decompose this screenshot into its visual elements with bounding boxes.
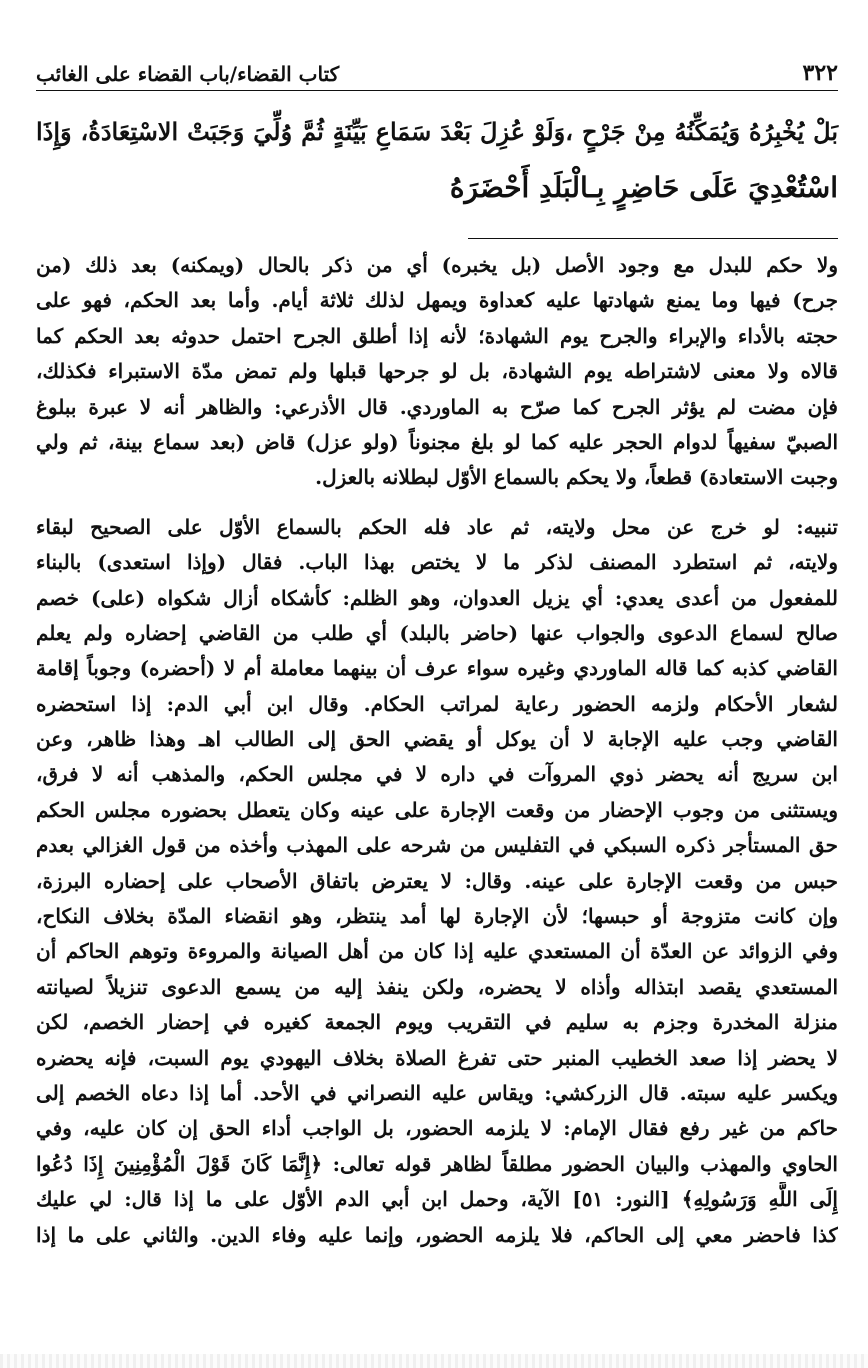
text-line: حبس من وقعت الإجارة على عينه. وقال: لا يعترض باتفاق الأصحاب على إحضاره البرزة، bbox=[36, 868, 838, 893]
text-line: القاضي كذبه كما قاله الماوردي وغيره سواء عرف أن بينهما معاملة أم لا (أحضره) وجوباً إقامة bbox=[36, 656, 838, 681]
text-line: كذا فاحضر معي إلى الحاكم، فلا يلزمه الحضور، وإنما عليه وفاء الدين. والثاني على ما إذا bbox=[36, 1222, 838, 1247]
footnote-separator bbox=[468, 238, 838, 239]
text-line: لشعار الأحكام ولزمه الحضور رعاية لمراتب الحكام. وقال ابن أبي الدم: إذا استحضره bbox=[36, 691, 838, 716]
text-line: جرح) فيها وما يمنع شهادتها عليه كعداوة ويمهل لذلك ثلاثة أيام. وأما بعد الحكم، فهو على bbox=[36, 288, 838, 313]
text-line: القاضي وجب عليه الإجابة لا أن يوكل أو يقضي الحق إلى الطالب اهـ وهذا ظاهر، وعن bbox=[36, 727, 838, 752]
text-line: وفي الزوائد عن العدّة أن المستعدي عليه إذا كان من أهل الصيانة والمروءة وتوهم الحاكم أن bbox=[36, 939, 838, 964]
text-line: قالاه ولا معنى لاشتراطه يوم الشهادة، بل لو جرحها قبلها ولم تمض مدّة الاستبراء فكذلك، bbox=[36, 359, 838, 384]
text-line: منزلة المخدرة وجزم به سليم في التقريب ويوم الجمعة كغيره في إحضار الخصم، لكن bbox=[36, 1010, 838, 1035]
header-rule bbox=[36, 90, 838, 91]
text-line: الحاوي والمهذب والبيان الحضور مطلقاً لظاهر قوله تعالى: ﴿إِنَّمَا كَانَ قَوْلَ الْمُؤْمِنِينَ إِذَا دُعُوا bbox=[36, 1151, 838, 1176]
text-line: وجبت الاستعادة) قطعاً، ولا يحكم بالسماع الأوّل لبطلانه بالعزل. bbox=[315, 465, 838, 490]
scan-edge bbox=[0, 1354, 868, 1368]
text-line: الصبيّ سفيهاً لدوام الحجر عليه كما لو بلغ مجنوناً (ولو عزل) قاض (بعد سماع بينة، ثم ولي bbox=[36, 429, 838, 454]
text-line: صالح لسماع الدعوى والجواب عنها (حاضر بالبلد) أي طلب من القاضي إحضاره ولم يعلم bbox=[36, 620, 838, 645]
text-line: حجته بالأداء والإبراء والجرح يوم الشهادة؛ لأنه إذا أطلق الجرح احتمل حدوثه بعد الحكم كما bbox=[36, 323, 838, 348]
running-header bbox=[36, 58, 838, 88]
commentary-paragraph-1 bbox=[36, 248, 838, 496]
running-title: كتاب القضاء/باب القضاء على الغائب bbox=[36, 62, 340, 86]
text-line: المستعدي يقصد ابتذاله وأذاه لا يحضره، ولكن ينفذ إليه من يسمع الدعوى تنزيلاً لصيانته bbox=[36, 974, 838, 999]
page-number: ٣٢٢ bbox=[802, 60, 838, 86]
commentary-paragraph-2 bbox=[36, 510, 838, 1253]
text-line: ويستثنى من وجوب الإحضار من وقعت الإجارة على عينه وكان يتعطل بحضوره مجلس الحكم bbox=[36, 797, 838, 822]
text-line: ولا حكم للبدل مع وجود الأصل (بل يخبره) أي من ذكر بالحال (ويمكنه) بعد ذلك (من bbox=[36, 253, 838, 277]
text-line: تنبيه: لو خرج عن محل ولايته، ثم عاد فله الحكم بالسماع الأوّل على الصحيح لبقاء bbox=[36, 514, 838, 539]
text-line: فإن مضت لم يؤثر الجرح كما صرّح به الماوردي. قال الأذرعي: والظاهر أنه لا عبرة ببلوغ bbox=[36, 394, 838, 419]
text-line: حق المستأجر ذكره السبكي في التفليس من شرحه على المهذب وأخذه من قول الغزالي بعدم bbox=[36, 833, 838, 858]
commentary-text bbox=[36, 248, 838, 1253]
text-line: ابن سريج أنه يحضر ذوي المروآت في داره لا في مجلس الحكم، والمذهب أنه لا فرق، bbox=[36, 762, 838, 787]
matn-line: اسْتُعْدِيَ عَلَى حَاضِرٍ بِـالْبَلَدِ أَحْضَرَهُ bbox=[449, 171, 838, 204]
paragraph-gap bbox=[36, 496, 838, 510]
text-line: ويكسر عليه سبته. قال الزركشي: ويقاس عليه النصراني في الأحد. أما إذا دعاه الخصم إلى bbox=[36, 1080, 838, 1105]
text-line: حاكم من غير رفع فقال الإمام: لا يلزمه الحضور، بل الواجب أداء الحق إن كان عليه، وفي bbox=[36, 1116, 838, 1141]
text-line: ولايته، ثم استطرد المصنف لذكر ما لا يختص بهذا الباب. فقال (وإذا استعدى) بالبناء bbox=[36, 550, 838, 575]
matn-line: بَلْ يُخْبِرُهُ وَيُمَكِّنُهُ مِنْ جَرْحٍ ،وَلَوْ عُزِلَ بَعْدَ سَمَاعِ بَيِّنَةٍ ثُمَّ وُلِّيَ وَجَبَتْ الاسْتِعَادَةُ، وَإِذَا bbox=[36, 117, 838, 146]
text-line: وإن كانت متزوجة أو حبسها؛ لأن الإجارة لها أمد ينتظر، وهو انقضاء المدّة بخلاف النكاح، bbox=[36, 904, 838, 929]
matn-text bbox=[36, 104, 838, 216]
text-line: لا يحضر إذا صعد الخطيب المنبر حتى تفرغ الصلاة بخلاف اليهودي يوم السبت، فإنه يحضره bbox=[36, 1045, 838, 1070]
text-line: للمفعول من أعدى يعدي: أي يزيل العدوان، وهو الظلم: كأشكاه أزال شكواه (على) خصم bbox=[36, 585, 838, 610]
text-line: إِلَى اللَّهِ وَرَسُولِهِ﴾ [النور: ٥١] الآية، وحمل ابن أبي الدم الأوّل على ما إذا قال: لي عليك bbox=[36, 1187, 838, 1212]
